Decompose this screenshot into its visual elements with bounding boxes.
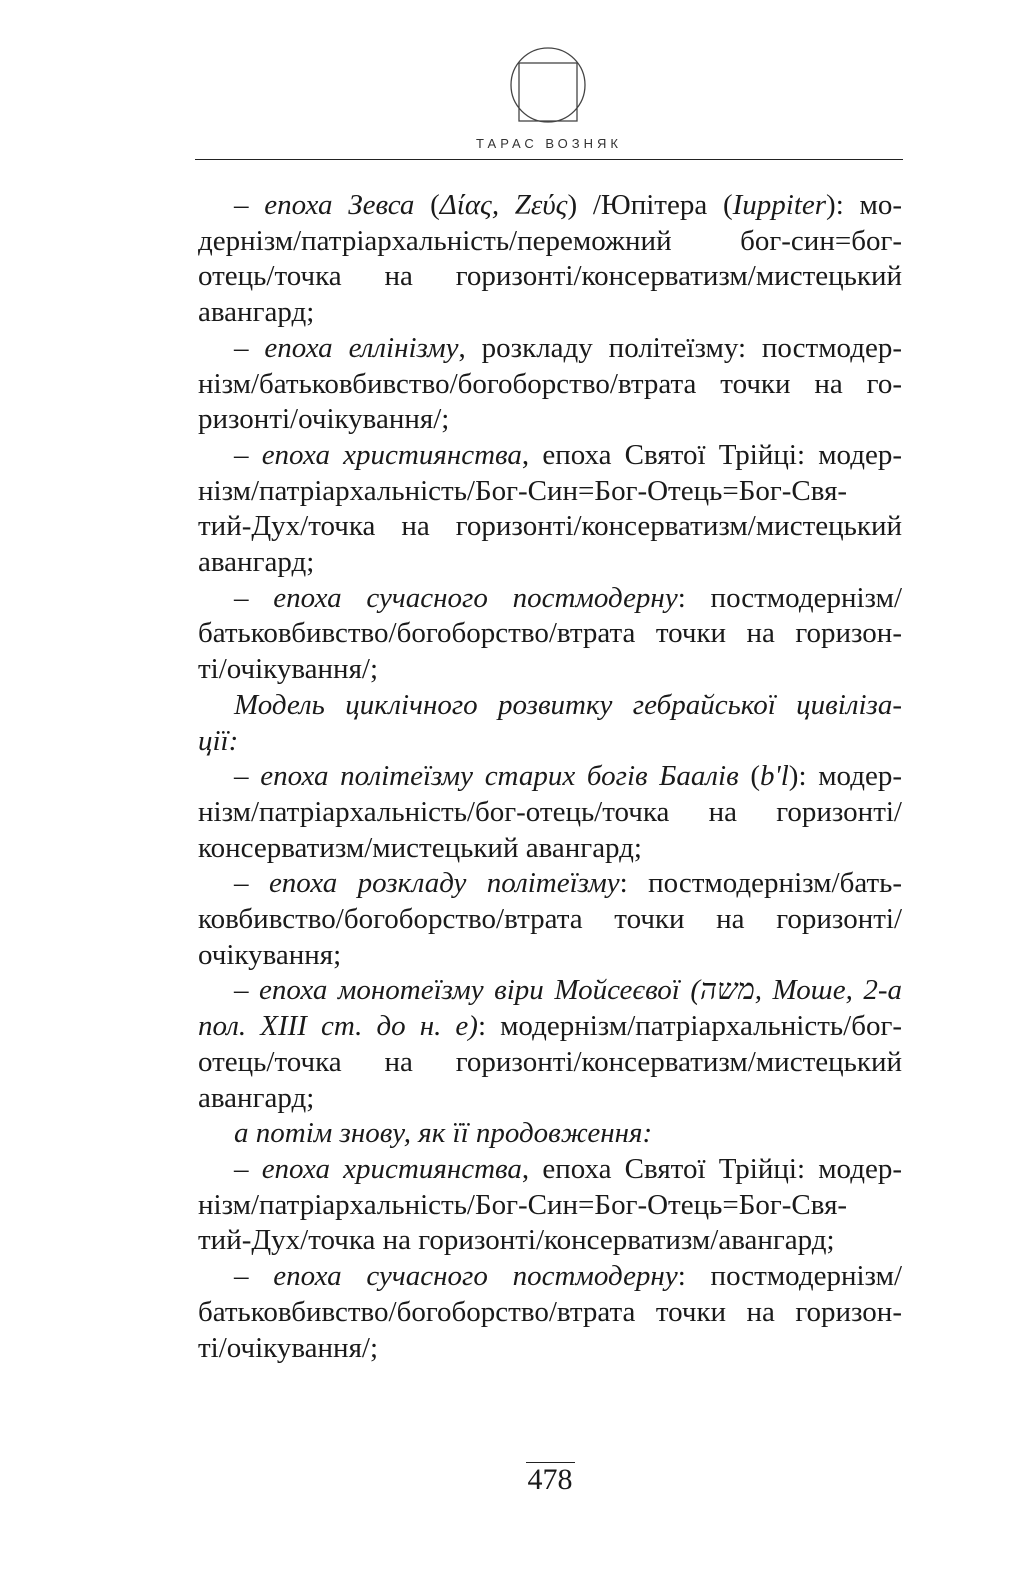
text-line [198, 1045, 902, 1081]
text-line [198, 474, 902, 510]
text-segment: дернізм/патріархальність/переможний бог-син=бог- [198, 224, 902, 257]
text-segment: нізм/патріархальність/Бог-Син=Бог-Отець=Бог-Свя- [198, 1188, 848, 1221]
text-segment: – [234, 438, 262, 471]
text-line [198, 188, 902, 224]
italic-segment: ції: [198, 724, 239, 757]
text-segment: : модернізм/патріархальність/бог- [477, 1010, 902, 1043]
text-segment: : постмодернізм/ [677, 1260, 903, 1293]
text-line [198, 438, 902, 474]
text-line [198, 1259, 902, 1295]
text-segment: ризонті/очікування/; [198, 403, 450, 436]
text-segment: – [234, 189, 265, 221]
text-line [198, 938, 902, 974]
text-segment: тий-Дух/точка на горизонті/консерватизм/авангард; [198, 1224, 835, 1257]
text-segment: – [234, 974, 260, 1007]
body-text [198, 188, 902, 1366]
text-line [198, 367, 902, 403]
text-line [198, 616, 902, 652]
text-segment: авангард; [198, 296, 315, 329]
text-line [198, 973, 902, 1009]
italic-segment: епоха сучасного постмодерну [273, 1260, 678, 1293]
text-segment: – [234, 867, 269, 900]
running-head-author: ТАРАС ВОЗНЯК [476, 136, 622, 151]
italic-segment: епоха монотеїзму віри Мойсеєвої (משה, Моше, 2-а [259, 974, 903, 1007]
text-segment: авангард; [198, 546, 315, 579]
text-segment: нізм/патріархальність/бог-отець/точка на горизонті/ [198, 795, 902, 828]
text-line [198, 759, 902, 795]
text-segment: отець/точка на горизонті/консерватизм/мистецький [198, 1045, 902, 1078]
text-segment: ( [414, 189, 440, 221]
text-line [198, 1223, 902, 1259]
text-line [198, 224, 902, 260]
text-line [198, 866, 902, 902]
text-line [198, 295, 902, 331]
italic-segment: епоха християнства [261, 438, 522, 471]
text-line [198, 724, 902, 760]
text-line [198, 259, 902, 295]
text-line [198, 331, 902, 367]
header-rule [195, 159, 903, 160]
text-line [198, 902, 902, 938]
text-segment: – [234, 1152, 262, 1185]
circle-square-emblem-icon [509, 46, 587, 124]
italic-segment: Δίας, Ζεύς [439, 189, 568, 221]
text-line [198, 1295, 902, 1331]
text-segment: ( [738, 760, 761, 793]
text-segment: , епоха Святої Трійці: модер- [521, 438, 902, 471]
text-segment: батьковбивство/богоборство/втрата точки на горизон- [198, 1295, 902, 1328]
text-segment: : постмодернізм/ [677, 581, 903, 614]
text-segment: , розкладу політеїзму: постмодер- [458, 331, 903, 364]
text-segment: – [234, 331, 265, 364]
text-line [198, 1116, 902, 1152]
page-number [198, 1463, 902, 1497]
text-line [198, 545, 902, 581]
text-segment: ті/очікування/; [198, 1331, 379, 1364]
italic-segment: b'l [760, 760, 789, 793]
text-line [198, 402, 902, 438]
text-line [198, 1009, 902, 1045]
italic-segment: епоха розкладу політеїзму [268, 867, 620, 900]
text-segment: тий-Дух/точка на горизонті/консерватизм/мистецький [198, 510, 902, 543]
italic-segment: епоха Зевса [264, 189, 415, 221]
text-line [198, 795, 902, 831]
text-line [198, 1081, 902, 1117]
italic-segment: епоха сучасного постмодерну [273, 581, 678, 614]
text-line [198, 652, 902, 688]
text-segment: : постмодернізм/бать- [619, 867, 903, 900]
text-line [198, 1188, 902, 1224]
text-segment: ті/очікування/; [198, 653, 379, 686]
italic-segment: Модель циклічного розвитку гебрайської цивіліза- [234, 688, 902, 721]
italic-segment: епоха політеїзму старих богів Баалів [260, 760, 739, 793]
text-segment: ковбивство/богоборство/втрата точки на горизонті/ [198, 903, 902, 936]
text-segment: консерватизм/мистецький авангард; [198, 831, 642, 864]
italic-segment: Iuppiter [732, 189, 827, 221]
text-segment: , епоха Святої Трійці: модер- [521, 1152, 902, 1185]
italic-segment: а потім знову, як її продовження: [234, 1117, 653, 1150]
text-segment: батьковбивство/богоборство/втрата точки на горизон- [198, 617, 902, 650]
text-segment: ): мо- [826, 189, 903, 221]
italic-segment: епоха еллінізму [264, 331, 459, 364]
italic-segment: епоха християнства [261, 1152, 522, 1185]
text-line [198, 1331, 902, 1367]
text-segment: – [234, 760, 261, 793]
text-line [198, 581, 902, 617]
text-segment: ): модер- [788, 760, 903, 793]
text-segment: очікування; [198, 938, 342, 971]
text-segment: отець/точка на горизонті/консерватизм/мистецький [198, 260, 902, 293]
text-line [198, 831, 902, 867]
text-line [198, 1152, 902, 1188]
text-segment: нізм/патріархальність/Бог-Син=Бог-Отець=Бог-Свя- [198, 474, 848, 507]
text-segment: – [234, 1260, 274, 1293]
text-line [198, 509, 902, 545]
page-number-value: 478 [527, 1463, 573, 1496]
text-line [198, 688, 902, 724]
italic-segment: пол. XIII ст. до н. е) [198, 1010, 478, 1043]
text-segment: – [234, 581, 274, 614]
text-segment: авангард; [198, 1081, 315, 1114]
text-segment: ) /Юпітера ( [567, 189, 733, 221]
text-segment: нізм/батьковбивство/богоборство/втрата точки на го- [198, 367, 902, 400]
